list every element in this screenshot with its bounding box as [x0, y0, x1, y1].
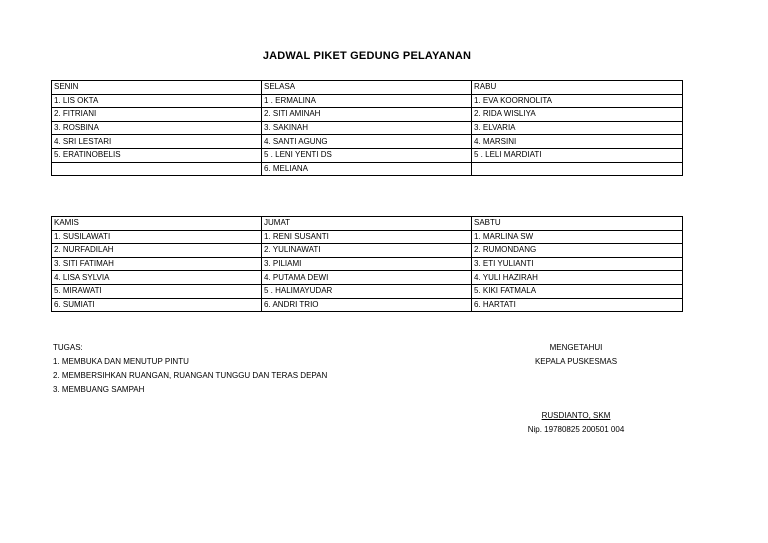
- table-cell: 2. FITRIANI: [52, 108, 262, 122]
- page-title: JADWAL PIKET GEDUNG PELAYANAN: [262, 50, 472, 62]
- table-row: [52, 284, 683, 298]
- table-row: [52, 135, 683, 149]
- signatory-nip: Nip. 19780825 200501 004: [527, 425, 625, 434]
- table-cell: 5 . HALIMAYUDAR: [262, 284, 472, 298]
- table-cell: 4. YULI HAZIRAH: [472, 271, 683, 285]
- table-cell: 5 . LELI MARDIATI: [472, 148, 683, 162]
- tasks-section: [53, 341, 327, 397]
- table-cell: 3. SAKINAH: [262, 121, 472, 135]
- schedule-table-kamis-sabtu: [51, 216, 683, 312]
- task-item: 1. MEMBUKA DAN MENUTUP PINTU: [53, 357, 189, 366]
- table-cell: 1 . ERMALINA: [262, 94, 472, 108]
- tasks-heading: TUGAS:: [53, 343, 83, 352]
- table-cell: 4. MARSINI: [472, 135, 683, 149]
- table-row: [52, 257, 683, 271]
- table-row: [52, 162, 683, 176]
- table-cell: 3. ETI YULIANTI: [472, 257, 683, 271]
- table-row: [52, 230, 683, 244]
- signatory-name: RUSDIANTO, SKM: [541, 411, 611, 420]
- signatory-role: KEPALA PUSKESMAS: [534, 357, 618, 366]
- column-header: RABU: [472, 81, 683, 95]
- table-cell: 4. LISA SYLVIA: [52, 271, 262, 285]
- table-cell: 4. PUTAMA DEWI: [262, 271, 472, 285]
- table-cell: 2. RUMONDANG: [472, 244, 683, 258]
- table-cell: 3. ROSBINA: [52, 121, 262, 135]
- table-row: [52, 108, 683, 122]
- table-cell: 5. KIKI FATMALA: [472, 284, 683, 298]
- table-cell: 3. PILIAMI: [262, 257, 472, 271]
- column-header: JUMAT: [262, 217, 472, 231]
- table-cell: 2. NURFADILAH: [52, 244, 262, 258]
- table-row: [52, 271, 683, 285]
- table-cell: 1. EVA KOORNOLITA: [472, 94, 683, 108]
- table-cell: 1. RENI SUSANTI: [262, 230, 472, 244]
- task-item: 3. MEMBUANG SAMPAH: [53, 385, 145, 394]
- table-cell: 2. YULINAWATI: [262, 244, 472, 258]
- table-cell: 6. MELIANA: [262, 162, 472, 176]
- table-cell: 1. MARLINA SW: [472, 230, 683, 244]
- task-item: 2. MEMBERSIHKAN RUANGAN, RUANGAN TUNGGU DAN TERAS DEPAN: [53, 371, 328, 380]
- table-cell: 4. SRI LESTARI: [52, 135, 262, 149]
- table-row: [52, 94, 683, 108]
- table-cell: [472, 162, 683, 176]
- table-cell: 1. LIS OKTA: [52, 94, 262, 108]
- table-header-row: [52, 217, 683, 231]
- column-header: KAMIS: [52, 217, 262, 231]
- table-cell: 6. SUMIATI: [52, 298, 262, 312]
- table-cell: [52, 162, 262, 176]
- table-row: [52, 121, 683, 135]
- table-cell: 3. SITI FATIMAH: [52, 257, 262, 271]
- table-cell: 5. ERATINOBELIS: [52, 148, 262, 162]
- column-header: SABTU: [472, 217, 683, 231]
- table-cell: 6. ANDRI TRIO: [262, 298, 472, 312]
- table-cell: 1. SUSILAWATI: [52, 230, 262, 244]
- column-header: SENIN: [52, 81, 262, 95]
- table-cell: 2. SITI AMINAH: [262, 108, 472, 122]
- table-cell: 3. ELVARIA: [472, 121, 683, 135]
- acknowledged-label: MENGETAHUI: [549, 343, 603, 352]
- table-row: [52, 148, 683, 162]
- table-cell: 5. MIRAWATI: [52, 284, 262, 298]
- table-cell: 6. HARTATI: [472, 298, 683, 312]
- column-header: SELASA: [262, 81, 472, 95]
- table-cell: 4. SANTI AGUNG: [262, 135, 472, 149]
- table-cell: 5 . LENI YENTI DS: [262, 148, 472, 162]
- table-cell: 2. RIDA WISLIYA: [472, 108, 683, 122]
- table-row: [52, 298, 683, 312]
- schedule-table-senin-rabu: [51, 80, 683, 176]
- table-header-row: [52, 81, 683, 95]
- table-row: [52, 244, 683, 258]
